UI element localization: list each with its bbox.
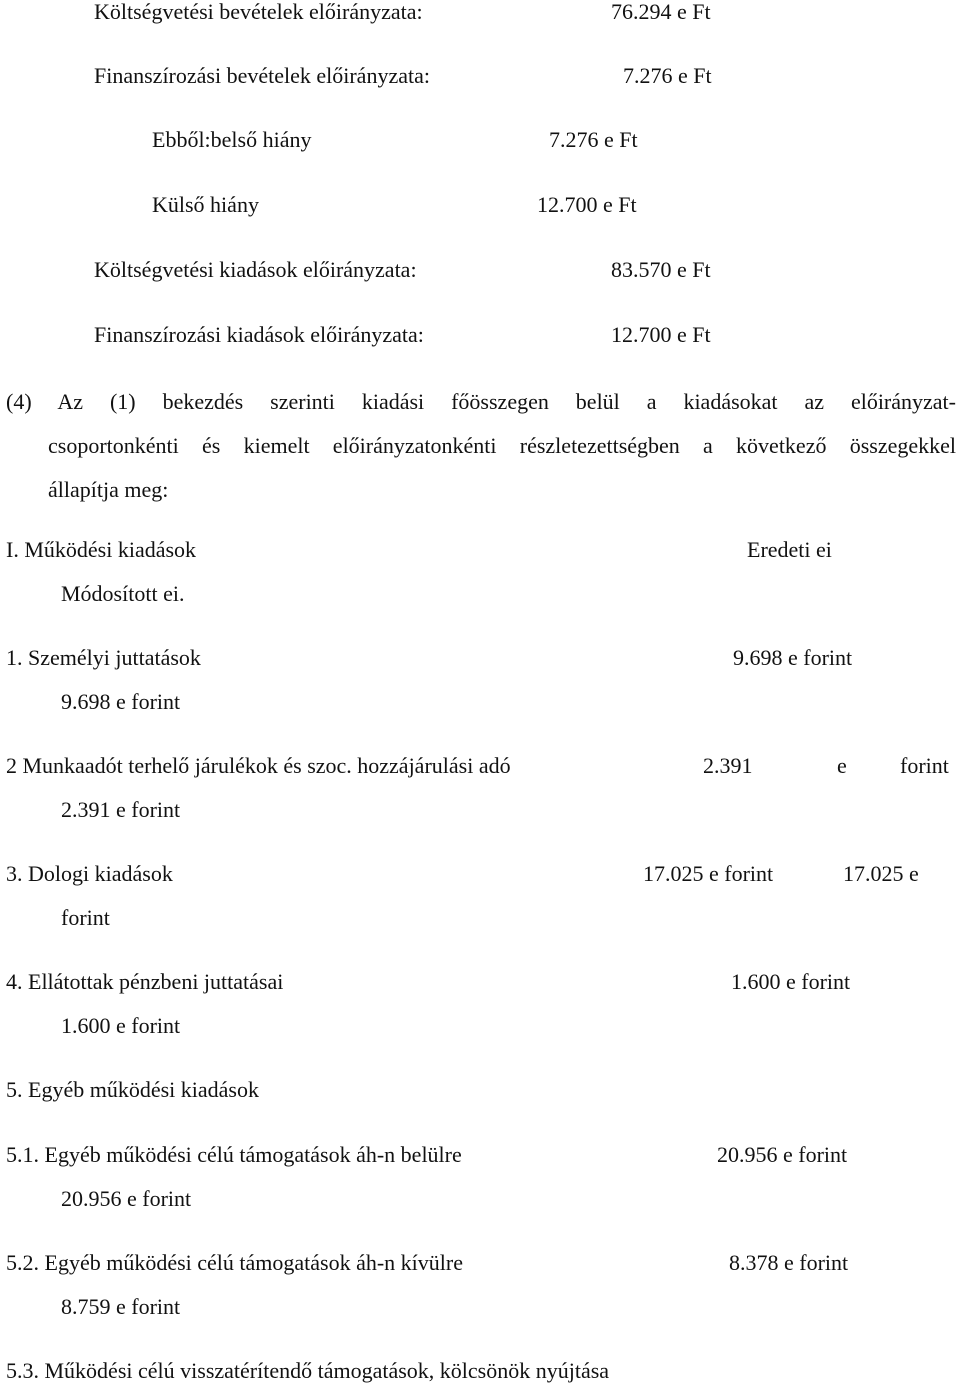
appropriation-amount: 76.294 e Ft bbox=[611, 0, 711, 24]
appropriation-amount: 83.570 e Ft bbox=[611, 257, 711, 282]
item-label: 3. Dologi kiadások bbox=[6, 861, 173, 886]
paragraph-line: (4) Az (1) bekezdés szerinti kiadási főösszegen belül a kiadásokat az előirányzat- bbox=[6, 389, 956, 414]
item-original-unit: e bbox=[837, 753, 847, 778]
column-header-original: Eredeti ei bbox=[747, 537, 832, 562]
item-label: 5.1. Egyéb működési célú támogatások áh-n belülre bbox=[6, 1142, 462, 1167]
appropriation-amount: 7.276 e Ft bbox=[549, 127, 638, 152]
appropriation-label: Költségvetési kiadások előirányzata: bbox=[94, 257, 417, 282]
item-label: 2 Munkaadót terhelő járulékok és szoc. hozzájárulási adó bbox=[6, 753, 511, 778]
item-modified-value: 9.698 e forint bbox=[61, 689, 181, 714]
item-modified-value: 17.025 e bbox=[843, 861, 919, 886]
appropriation-label: Költségvetési bevételek előirányzata: bbox=[94, 0, 423, 24]
appropriation-label: Finanszírozási bevételek előirányzata: bbox=[94, 63, 430, 88]
appropriation-amount: 12.700 e Ft bbox=[537, 192, 637, 217]
item-modified-value: 2.391 e forint bbox=[61, 797, 181, 822]
appropriation-amount: 7.276 e Ft bbox=[623, 63, 712, 88]
item-modified-value: 1.600 e forint bbox=[61, 1013, 181, 1038]
item-modified-value: 8.759 e forint bbox=[61, 1294, 181, 1319]
item-original-value: 2.391 bbox=[703, 753, 753, 778]
item-original-value: 8.378 e forint bbox=[729, 1250, 849, 1275]
item-original-value: 9.698 e forint bbox=[733, 645, 853, 670]
section-title: I. Működési kiadások bbox=[6, 537, 197, 562]
item-label: 5.3. Működési célú visszatérítendő támogatások, kölcsönök nyújtása bbox=[6, 1358, 610, 1383]
column-header-modified: Módosított ei. bbox=[61, 581, 185, 606]
paragraph-4 bbox=[6, 380, 956, 512]
item-original-unit: forint bbox=[900, 753, 949, 778]
item-original-value: 20.956 e forint bbox=[717, 1142, 848, 1167]
paragraph-line: állapítja meg: bbox=[48, 477, 169, 502]
item-modified-value: forint bbox=[61, 905, 110, 930]
item-label: 4. Ellátottak pénzbeni juttatásai bbox=[6, 969, 284, 994]
item-original-value: 17.025 e forint bbox=[643, 861, 774, 886]
appropriation-amount: 12.700 e Ft bbox=[611, 322, 711, 347]
item-label: 5.2. Egyéb működési célú támogatások áh-n kívülre bbox=[6, 1250, 463, 1275]
item-label: 5. Egyéb működési kiadások bbox=[6, 1077, 259, 1102]
appropriation-label: Ebből:belső hiány bbox=[152, 127, 312, 152]
appropriation-label: Finanszírozási kiadások előirányzata: bbox=[94, 322, 424, 347]
item-label: 1. Személyi juttatások bbox=[6, 645, 201, 670]
item-original-value: 1.600 e forint bbox=[731, 969, 851, 994]
paragraph-line: csoportonkénti és kiemelt előirányzatonkénti részletezettségben a következő összegekkel bbox=[48, 433, 956, 458]
item-modified-value: 20.956 e forint bbox=[61, 1186, 192, 1211]
appropriation-label: Külső hiány bbox=[152, 192, 259, 217]
